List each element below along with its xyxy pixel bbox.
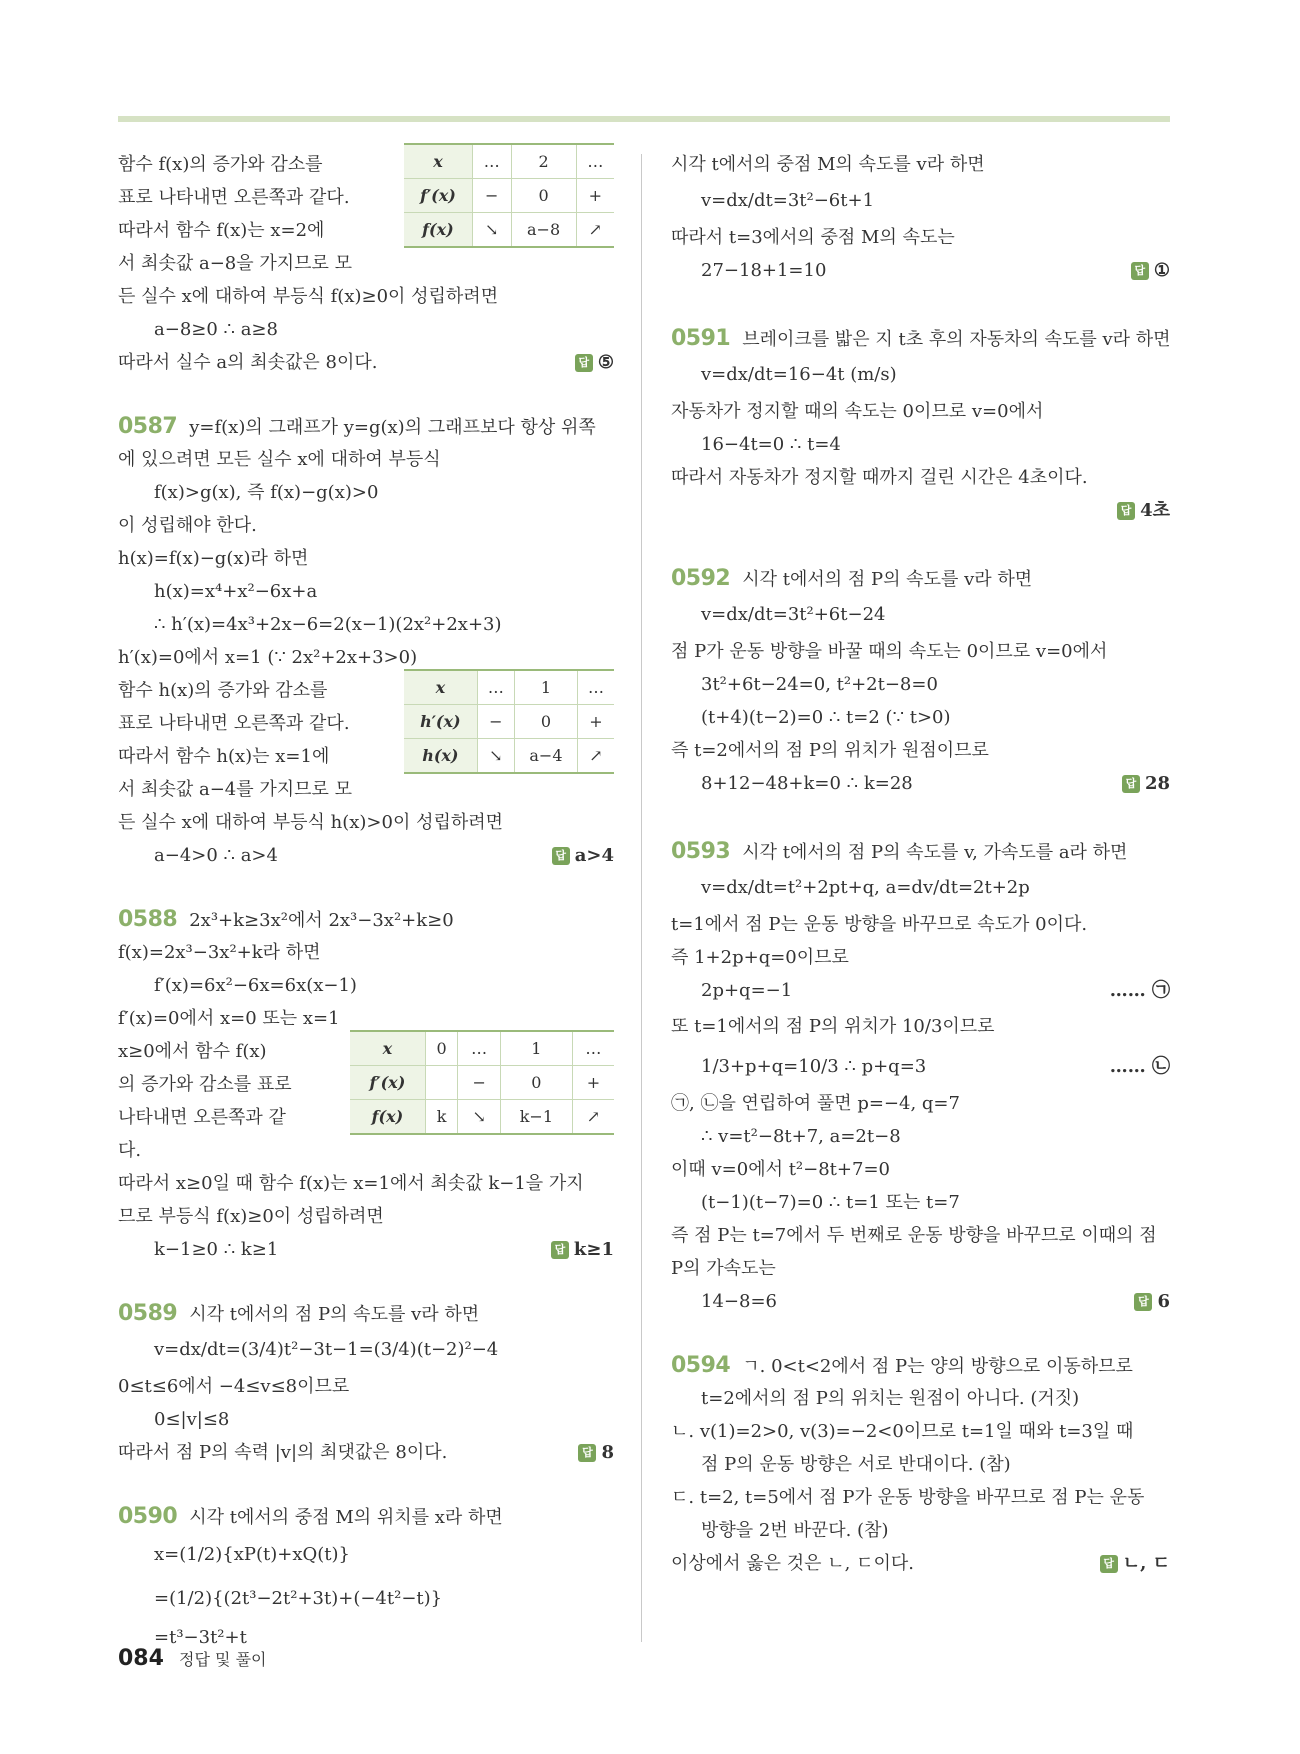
table-cell: k <box>425 1100 458 1135</box>
text-line: (t−1)(t−7)=0 ∴ t=1 또는 t=7 <box>701 1192 960 1213</box>
text-line: 0≤t≤6에서 −4≤v≤8이므로 <box>118 1376 350 1397</box>
column-divider <box>641 154 642 1642</box>
text-line: k−1≥0 ∴ k≥1 <box>154 1239 279 1260</box>
table-cell: f(x) <box>404 213 472 248</box>
table-cell: + <box>572 1066 614 1100</box>
solution-0587 <box>118 410 614 872</box>
answer-badge <box>1117 494 1170 527</box>
right-column <box>671 148 1170 1580</box>
table-cell: a−4 <box>515 739 578 774</box>
table-cell: ↗ <box>576 213 614 248</box>
text-line: 시각 t에서의 중점 M의 속도를 v라 하면 <box>671 154 985 175</box>
text-line: 의 증가와 감소를 표로 <box>118 1074 292 1095</box>
text-line: 든 실수 x에 대하여 부등식 f(x)≥0이 성립하려면 <box>118 286 499 307</box>
solution-0586 <box>118 148 614 379</box>
text-line: ㄷ. t=2, t=5에서 점 P가 운동 방향을 바꾸므로 점 P는 운동 <box>671 1487 1145 1508</box>
table-cell: − <box>458 1066 501 1100</box>
problem-number: 0591 <box>671 326 731 351</box>
text-line: 점 P가 운동 방향을 바꿀 때의 속도는 0이므로 v=0에서 <box>671 641 1108 662</box>
text-line: 시각 t에서의 중점 M의 위치를 x라 하면 <box>189 1507 503 1528</box>
text-line: 시각 t에서의 점 P의 속도를 v, 가속도를 a라 하면 <box>742 842 1128 863</box>
answer-badge <box>551 1233 614 1266</box>
answer-value: ① <box>1153 260 1170 281</box>
text-line: v=dx/dt=3t²+6t−24 <box>701 604 886 625</box>
text-line: 함수 h(x)의 증가와 감소를 <box>118 680 328 701</box>
table-cell: ↘ <box>477 739 514 774</box>
answer-value: 4초 <box>1140 500 1170 521</box>
text-line: 이때 v=0에서 t²−8t+7=0 <box>671 1159 890 1180</box>
answer-icon: 답 <box>578 1444 596 1462</box>
table-cell: … <box>576 144 614 179</box>
text-line: 8+12−48+k=0 ∴ k=28 <box>701 773 913 794</box>
text-line: f′(x)=6x²−6x=6x(x−1) <box>154 975 357 996</box>
table-cell: f(x) <box>350 1100 425 1135</box>
page-footer <box>118 1646 266 1671</box>
solution-0588 <box>118 903 614 1266</box>
answer-value: k≥1 <box>573 1239 614 1260</box>
table-cell: 0 <box>511 179 576 213</box>
text-line: ㄱ. 0<t<2에서 점 P는 양의 방향으로 이동하므로 <box>742 1356 1133 1377</box>
text-line: ㄴ. v(1)=2>0, v(3)=−2<0이므로 t=1일 때와 t=3일 때 <box>671 1421 1134 1442</box>
text-line: 따라서 점 P의 속력 |v|의 최댓값은 8이다. <box>118 1442 448 1463</box>
problem-number: 0593 <box>671 839 731 864</box>
solution-0592 <box>671 562 1170 800</box>
table-cell: x <box>404 670 477 705</box>
text-line: v=dx/dt=3t²−6t+1 <box>701 190 875 211</box>
text-line: 이상에서 옳은 것은 ㄴ, ㄷ이다. <box>671 1553 914 1574</box>
table-cell: x <box>404 144 472 179</box>
answer-icon: 답 <box>552 847 570 865</box>
equation-mark: …… ㉠ <box>1109 980 1170 1001</box>
table-cell: f′(x) <box>350 1066 425 1100</box>
answer-badge <box>552 839 614 872</box>
table-cell: ↘ <box>458 1100 501 1135</box>
answer-value: 8 <box>601 1442 614 1463</box>
text-line: 서 최솟값 a−8을 가지므로 모 <box>118 253 353 274</box>
text-line: 함수 f(x)의 증가와 감소를 <box>118 154 323 175</box>
text-line: 16−4t=0 ∴ t=4 <box>701 434 841 455</box>
table-cell: 1 <box>500 1031 572 1066</box>
text-line: 나타내면 오른쪽과 같 <box>118 1107 286 1128</box>
text-line: 방향을 2번 바꾼다. (참) <box>701 1520 889 1541</box>
text-line: (t+4)(t−2)=0 ∴ t=2 (∵ t>0) <box>701 707 951 728</box>
table-cell: … <box>458 1031 501 1066</box>
table-cell: … <box>472 144 511 179</box>
answer-badge <box>578 1436 614 1469</box>
text-line: 시각 t에서의 점 P의 속도를 v라 하면 <box>742 569 1033 590</box>
text-line: 시각 t에서의 점 P의 속도를 v라 하면 <box>189 1304 480 1325</box>
text-line: 27−18+1=10 <box>701 260 827 281</box>
problem-number: 0592 <box>671 566 731 591</box>
text-line: f(x)>g(x), 즉 f(x)−g(x)>0 <box>154 482 379 503</box>
text-line: f′(x)=0에서 x=0 또는 x=1 <box>118 1008 340 1029</box>
answer-badge <box>1122 767 1170 800</box>
table-cell: x <box>350 1031 425 1066</box>
text-line: 따라서 실수 a의 최솟값은 8이다. <box>118 352 378 373</box>
table-cell: + <box>576 179 614 213</box>
text-line: 즉 t=2에서의 점 P의 위치가 원점이므로 <box>671 740 989 761</box>
table-cell: h′(x) <box>404 705 477 739</box>
text-line: 표로 나타내면 오른쪽과 같다. <box>118 187 350 208</box>
text-line: 즉 점 P는 t=7에서 두 번째로 운동 방향을 바꾸므로 이때의 점 <box>671 1225 1157 1246</box>
text-line: 3t²+6t−24=0, t²+2t−8=0 <box>701 674 938 695</box>
text-line: x≥0에서 함수 f(x) <box>118 1041 267 1062</box>
answer-value: ㄴ, ㄷ <box>1122 1553 1170 1574</box>
answer-icon: 답 <box>1131 262 1149 280</box>
table-cell: ↘ <box>472 213 511 248</box>
table-cell: f′(x) <box>404 179 472 213</box>
text-line: 1/3+p+q=10/3 ∴ p+q=3 <box>701 1056 927 1077</box>
text-line: 따라서 함수 f(x)는 x=2에 <box>118 220 325 241</box>
solution-0590-continued <box>671 148 1170 287</box>
page-number: 084 <box>118 1646 164 1671</box>
problem-number: 0590 <box>118 1504 178 1529</box>
answer-icon: 답 <box>1100 1555 1118 1573</box>
table-cell: 0 <box>515 705 578 739</box>
text-line: 므로 부등식 f(x)≥0이 성립하려면 <box>118 1206 384 1227</box>
text-line: 자동차가 정지할 때의 속도는 0이므로 v=0에서 <box>671 401 1044 422</box>
answer-badge <box>1131 254 1170 287</box>
table-cell: ↗ <box>572 1100 614 1135</box>
text-line: 따라서 자동차가 정지할 때까지 걸린 시간은 4초이다. <box>671 467 1088 488</box>
text-line: t=1에서 점 P는 운동 방향을 바꾸므로 속도가 0이다. <box>671 914 1088 935</box>
text-line: v=dx/dt=16−4t (m/s) <box>701 364 897 385</box>
table-cell: h(x) <box>404 739 477 774</box>
solution-0593 <box>671 835 1170 1318</box>
answer-icon: 답 <box>1122 775 1140 793</box>
text-line: =(1/2){(2t³−2t²+3t)+(−4t²−t)} <box>154 1588 443 1609</box>
text-line: ∴ v=t²−8t+7, a=2t−8 <box>701 1126 901 1147</box>
table-cell: 0 <box>425 1031 458 1066</box>
footer-label: 정답 및 풀이 <box>179 1650 267 1669</box>
table-cell: 0 <box>500 1066 572 1100</box>
text-line: x=(1/2){xP(t)+xQ(t)} <box>154 1544 350 1565</box>
table-cell: − <box>472 179 511 213</box>
text-line: ∴ h′(x)=4x³+2x−6=2(x−1)(2x²+2x+3) <box>154 614 502 635</box>
table-cell: ↗ <box>577 739 614 774</box>
left-column <box>118 148 614 1654</box>
text-line: h(x)=f(x)−g(x)라 하면 <box>118 548 309 569</box>
table-cell: … <box>477 670 514 705</box>
text-line: h′(x)=0에서 x=1 (∵ 2x²+2x+3>0) <box>118 647 418 668</box>
answer-value: 6 <box>1157 1291 1170 1312</box>
text-line: ㉠, ㉡을 연립하여 풀면 p=−4, q=7 <box>671 1093 960 1114</box>
header-rule <box>118 116 1170 122</box>
text-line: 에 있으려면 모든 실수 x에 대하여 부등식 <box>118 449 441 470</box>
text-line: h(x)=x⁴+x²−6x+a <box>154 581 318 602</box>
table-cell: k−1 <box>500 1100 572 1135</box>
text-line: 표로 나타내면 오른쪽과 같다. <box>118 713 350 734</box>
table-cell: a−8 <box>511 213 576 248</box>
text-line: =t³−3t²+t <box>154 1627 247 1648</box>
text-line: 즉 1+2p+q=0이므로 <box>671 947 849 968</box>
text-line: 이 성립해야 한다. <box>118 515 257 536</box>
text-line: 다. <box>118 1140 142 1161</box>
solution-0594 <box>671 1349 1170 1580</box>
solution-0590 <box>118 1500 614 1654</box>
text-line: y=f(x)의 그래프가 y=g(x)의 그래프보다 항상 위쪽 <box>189 417 596 438</box>
text-line: a−4>0 ∴ a>4 <box>154 845 278 866</box>
solution-0589 <box>118 1297 614 1469</box>
answer-icon: 답 <box>575 354 593 372</box>
solution-0591 <box>671 322 1170 527</box>
equation-mark: …… ㉡ <box>1109 1056 1170 1077</box>
answer-icon: 답 <box>1117 502 1135 520</box>
problem-number: 0588 <box>118 907 178 932</box>
answer-badge <box>1100 1547 1170 1580</box>
text-line: a−8≥0 ∴ a≥8 <box>154 319 278 340</box>
text-line: 따라서 t=3에서의 중점 M의 속도는 <box>671 227 955 248</box>
text-line: 2p+q=−1 <box>701 980 793 1001</box>
table-cell: − <box>477 705 514 739</box>
text-line: f(x)=2x³−3x²+k라 하면 <box>118 942 321 963</box>
answer-badge <box>1134 1285 1170 1318</box>
table-cell: … <box>577 670 614 705</box>
answer-value: ⑤ <box>597 352 614 373</box>
answer-icon: 답 <box>551 1241 569 1259</box>
text-line: 따라서 함수 h(x)는 x=1에 <box>118 746 330 767</box>
text-line: 따라서 x≥0일 때 함수 f(x)는 x=1에서 최솟값 k−1을 가지 <box>118 1173 584 1194</box>
text-line: 든 실수 x에 대하여 부등식 h(x)>0이 성립하려면 <box>118 812 504 833</box>
text-line: v=dx/dt=(3/4)t²−3t−1=(3/4)(t−2)²−4 <box>154 1339 499 1360</box>
answer-value: 28 <box>1144 773 1170 794</box>
table-cell: 1 <box>515 670 578 705</box>
problem-number: 0589 <box>118 1301 178 1326</box>
table-cell: 2 <box>511 144 576 179</box>
answer-value: a>4 <box>574 845 614 866</box>
text-line: 14−8=6 <box>701 1291 777 1312</box>
text-line: 0≤|v|≤8 <box>154 1409 230 1430</box>
text-line: 서 최솟값 a−4를 가지므로 모 <box>118 779 353 800</box>
answer-badge <box>575 346 614 379</box>
text-line: P의 가속도는 <box>671 1258 776 1279</box>
text-line: 브레이크를 밟은 지 t초 후의 자동차의 속도를 v라 하면 <box>742 329 1171 350</box>
problem-number: 0594 <box>671 1353 731 1378</box>
text-line: 또 t=1에서의 점 P의 위치가 10/3이므로 <box>671 1016 995 1037</box>
text-line: 2x³+k≥3x²에서 2x³−3x²+k≥0 <box>189 910 454 931</box>
text-line: t=2에서의 점 P의 위치는 원점이 아니다. (거짓) <box>701 1388 1080 1409</box>
text-line: v=dx/dt=t²+2pt+q, a=dv/dt=2t+2p <box>701 877 1030 898</box>
text-line: 점 P의 운동 방향은 서로 반대이다. (참) <box>701 1454 1011 1475</box>
answer-icon: 답 <box>1134 1293 1152 1311</box>
table-cell: … <box>572 1031 614 1066</box>
table-cell: + <box>577 705 614 739</box>
problem-number: 0587 <box>118 414 178 439</box>
